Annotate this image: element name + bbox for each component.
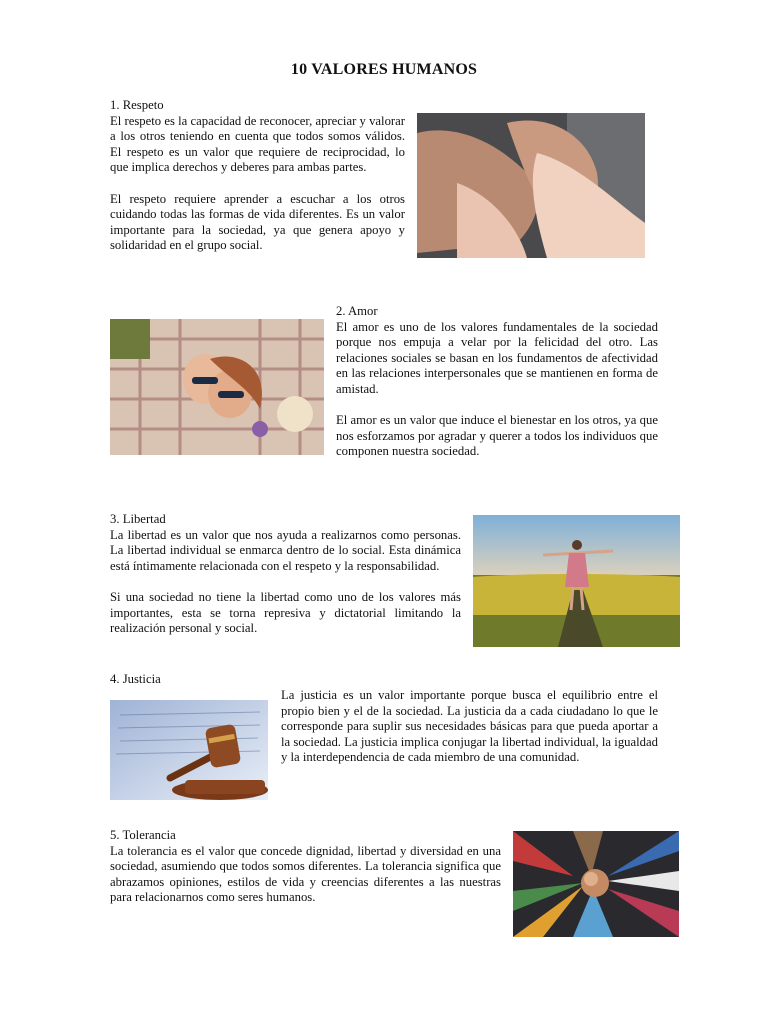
paragraph: La justicia es un valor importante porque busca el equilibrio entre el propio bien y el de la sociedad. La justicia da a cada ciudadano lo que le corresponde para suplir sus necesidades básicas para que pueda aportar a la sociedad. La justicia implica conjugar la libertad individual, la igualdad y la interdependencia de cada miembro de una comunidad.: [281, 688, 658, 764]
section-heading: 2. Amor: [336, 304, 378, 318]
section-libertad: [110, 512, 461, 637]
paragraph: El amor es un valor que induce el bienestar en los otros, ya que nos esforzamos por agradar y querer a todos los individuos que componen nuestra sociedad.: [336, 413, 658, 458]
libertad-photo: [473, 515, 680, 647]
section-justicia: [281, 688, 658, 766]
amor-photo: [110, 319, 324, 455]
paragraph: El respeto requiere aprender a escuchar a los otros cuidando todas las formas de vida diferentes. Es un valor importante para la sociedad, ya que genera apoyo y solidaridad en el grupo social.: [110, 191, 405, 252]
section-justicia-heading: [110, 672, 260, 688]
section-heading: 3. Libertad: [110, 512, 166, 526]
paragraph: La libertad es un valor que nos ayuda a realizarnos como personas. La libertad individual se enmarca dentro de lo social. Esta dinámica está íntimamente relacionada con el respeto y la responsabilidad.: [110, 527, 461, 573]
section-heading: 1. Respeto: [110, 98, 164, 112]
section-amor: [336, 304, 658, 460]
justicia-photo: [110, 700, 268, 800]
section-heading: 4. Justicia: [110, 672, 161, 686]
section-respeto: [110, 98, 405, 254]
respeto-photo: [417, 113, 645, 258]
paragraph: Si una sociedad no tiene la libertad como uno de los valores más importantes, esta se torna represiva y dictatorial limitando la realización personal y social.: [110, 590, 461, 635]
tolerancia-photo: [513, 831, 679, 937]
paragraph: El respeto es la capacidad de reconocer, apreciar y valorar a los otros teniendo en cuenta que todos somos válidos. El respeto es un valor que requiere de reciprocidad, lo que implica derechos y deberes para ambas partes.: [110, 113, 405, 174]
paragraph: El amor es uno de los valores fundamentales de la sociedad porque nos empuja a velar por la felicidad del otro. Las relaciones sociales se basan en los fundamentos de afectividad en las relaciones interpersonales que se mantienen en forma de amistad.: [336, 319, 658, 396]
section-heading: 5. Tolerancia: [110, 828, 176, 842]
section-tolerancia: [110, 828, 501, 906]
document-title: 10 VALORES HUMANOS: [290, 61, 478, 78]
paragraph: La tolerancia es el valor que concede dignidad, libertad y diversidad en una sociedad, asumiendo que todos somos diferentes. La tolerancia significa que abrazamos opiniones, estilos de vida y creencias diferentes a las nuestras para relacionarnos como seres humanos.: [110, 843, 501, 904]
